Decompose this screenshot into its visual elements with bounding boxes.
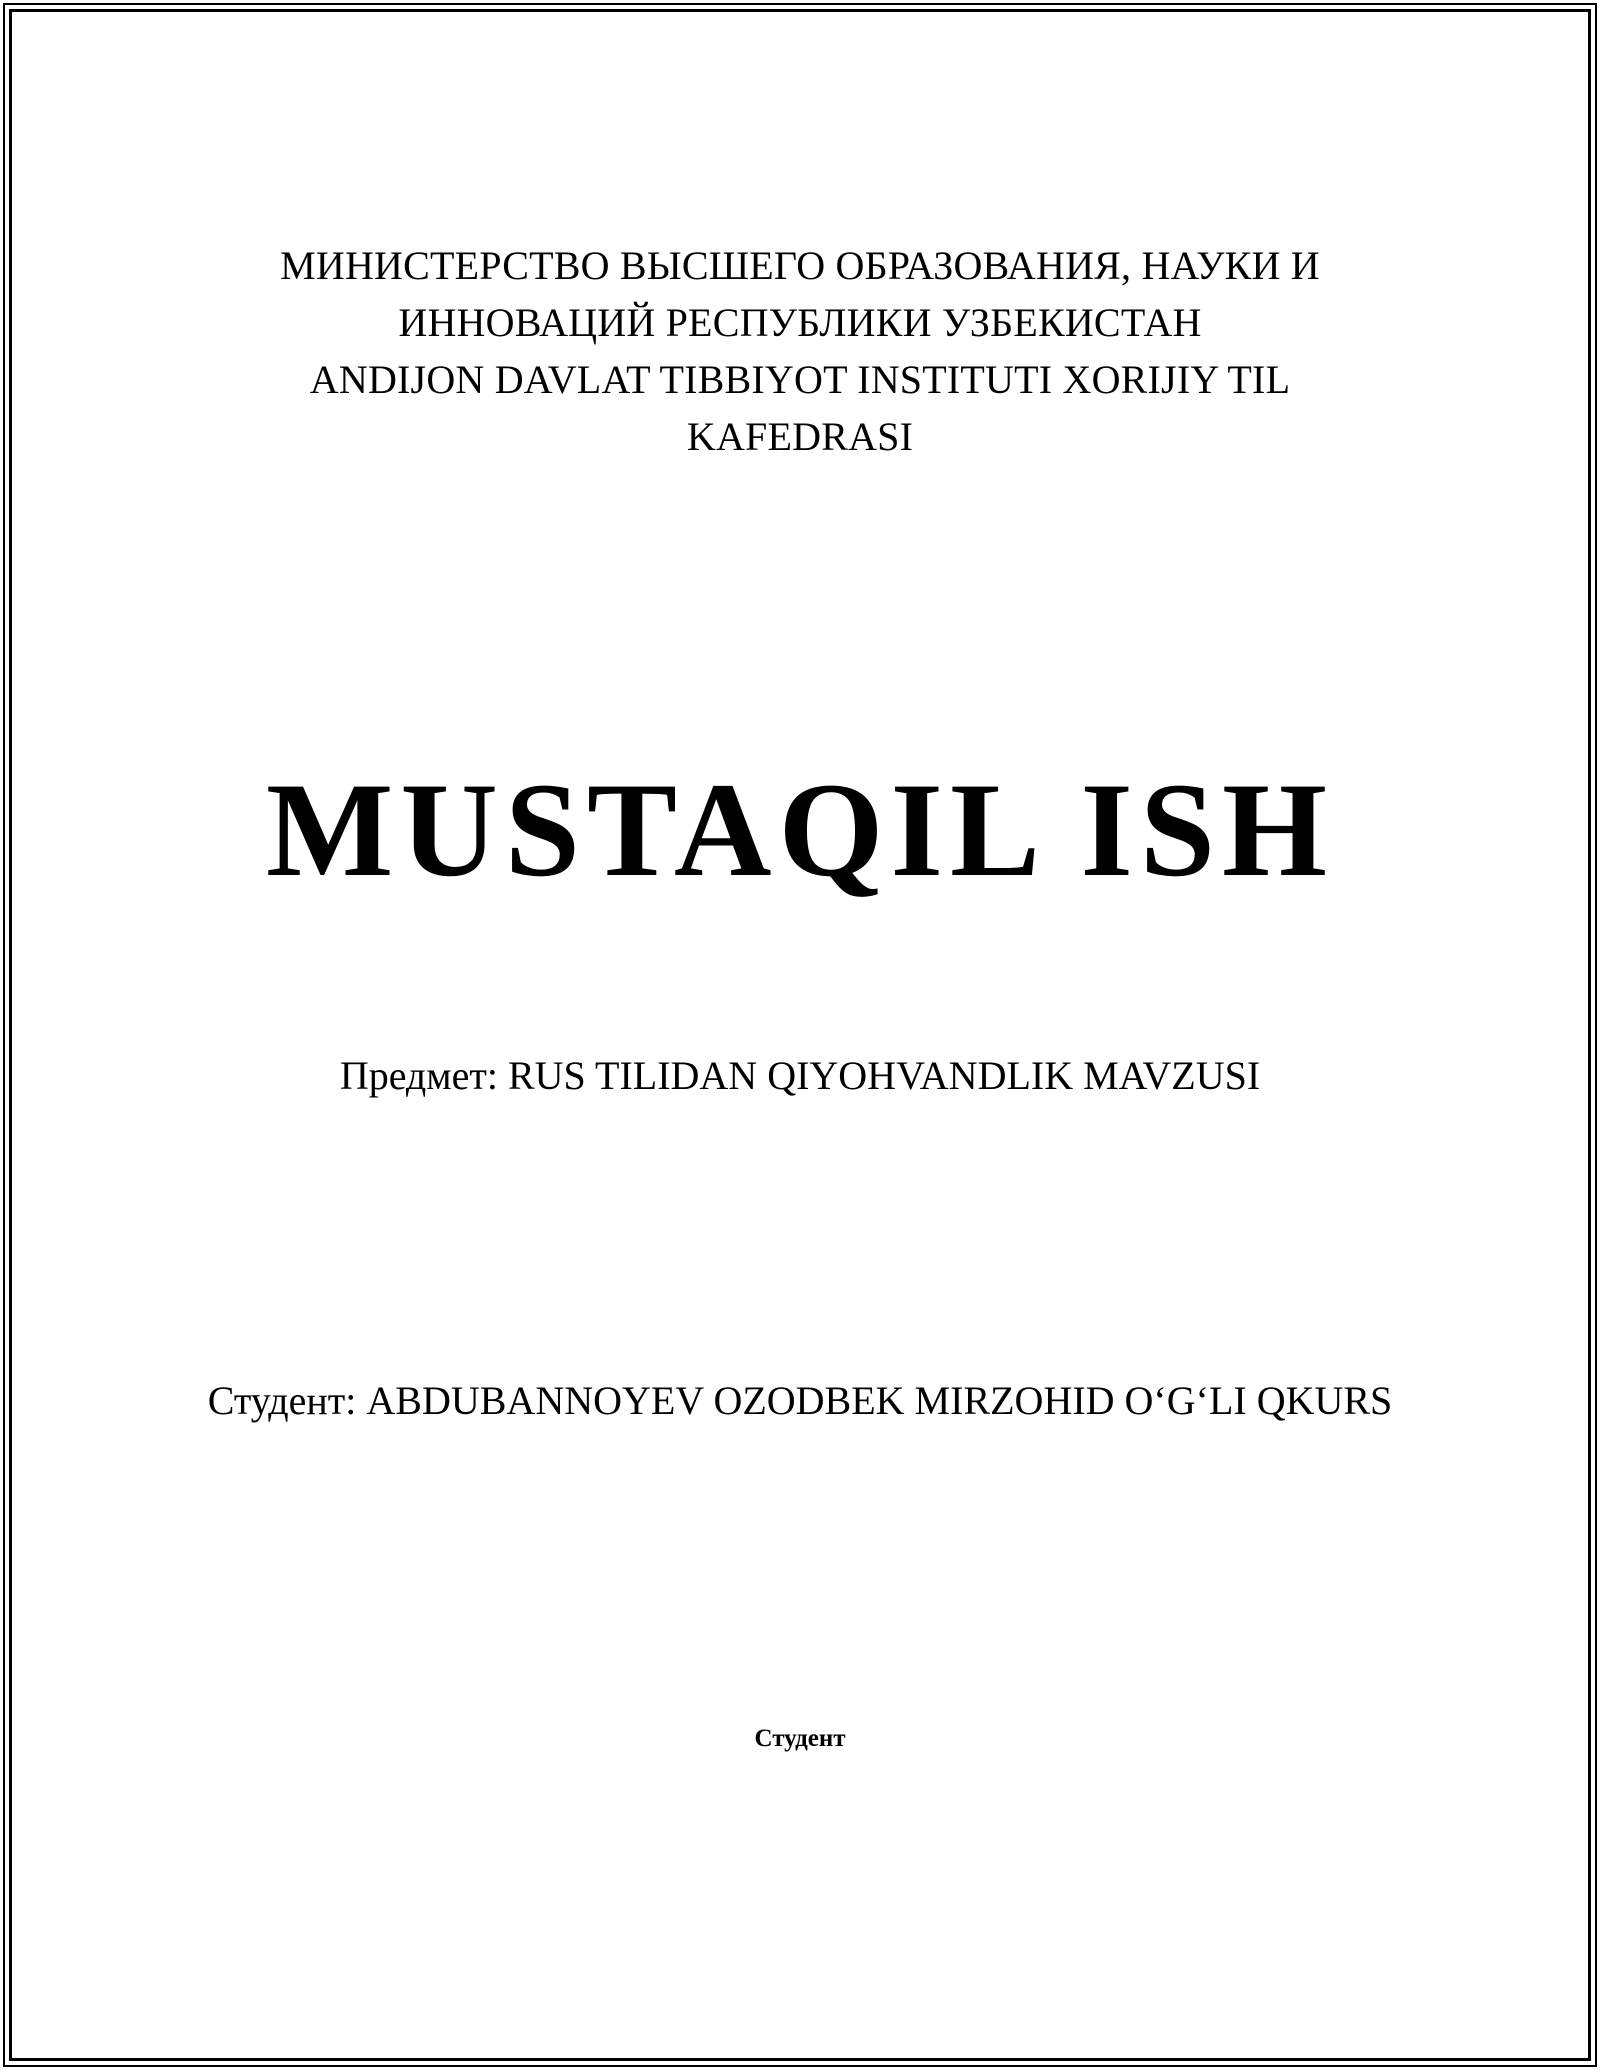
student-label: Студент: [207,1378,357,1423]
ministry-header [0,237,1600,465]
header-line-department: KAFEDRASI [686,414,914,459]
subject-label: Предмет: [339,1053,498,1098]
header-line-republic: ИННОВАЦИЙ РЕСПУБЛИКИ УЗБЕКИСТАН [398,300,1202,345]
header-line-institute: ANDIJON DAVLAT TIBBIYOT INSTITUTI XORIJIY TIL [309,357,1291,402]
student-line [0,1372,1600,1429]
footer-signature-label: Студент [754,1725,846,1752]
subject-value: RUS TILIDAN QIYOHVANDLIK MAVZUSI [507,1053,1261,1098]
header-line-ministry: МИНИСТЕРСТВО ВЫСШЕГО ОБРАЗОВАНИЯ, НАУКИ И [280,243,1320,288]
subject-line [0,1047,1600,1104]
student-value: ABDUBANNOYEV OZODBEK MIRZOHID O‘G‘LI QKURS [366,1378,1393,1423]
document-title: MUSTAQIL ISH [265,756,1335,905]
